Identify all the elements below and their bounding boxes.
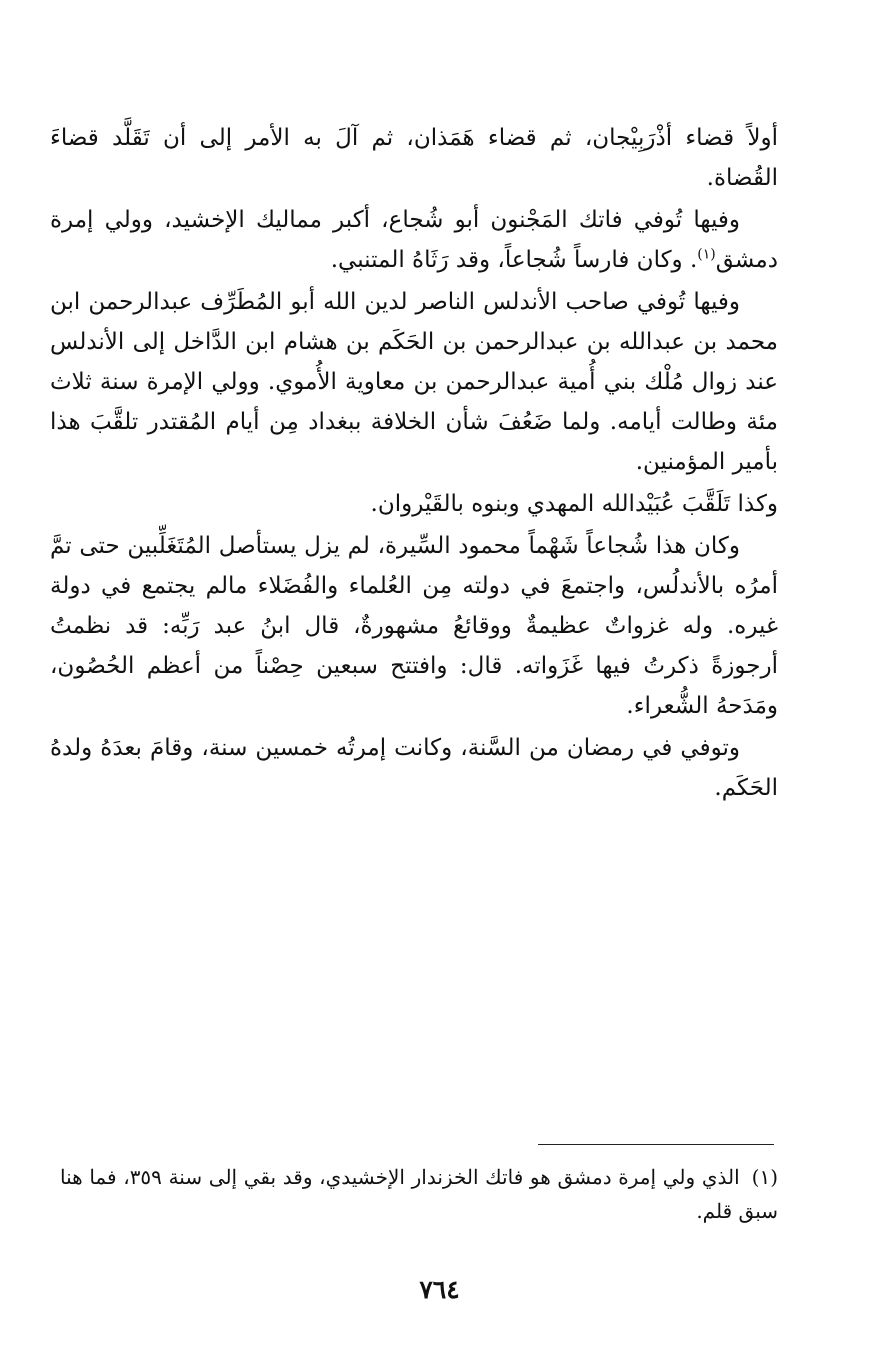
footnote-marker: (١) <box>751 1165 779 1189</box>
paragraph-nasir-andalus: وفيها تُوفي صاحب الأندلس الناصر لدين الله أبو المُطَرِّف عبدالرحمن ابن محمد بن عبدالله بن عبدالرحمن بن الحَكَم بن هشام ابن الدَّاخل إلى الأندلس عند زوال مُلْك بني أُمية عبدالرحمن بن معاوية الأُموي. وولي الإمرة سنة ثلاث مئة وطالت أيامه. ولما ضَعُفَ شأن الخلافة ببغداد مِن أيام المُقتدر تلقَّبَ هذا بأمير المؤمنين. <box>50 289 778 475</box>
paragraph-azerbaijan-judgeship: أولاً قضاء أذْرَبِيْجان، ثم قضاء هَمَذان، ثم آلَ به الأمر إلى أن تَقَلَّد قضاءَ القُضاة. <box>50 125 778 191</box>
footnote-text: الذي ولي إمرة دمشق هو فاتك الخزندار الإخشيدي، وقد بقي إلى سنة ٣٥٩، فما هنا سبق قلم. <box>60 1165 778 1223</box>
paragraph-fatik-text-end: . وكان فارساً شُجاعاً، وقد رَثَاهُ المتنبي. <box>330 247 698 273</box>
footnote-divider <box>538 1144 774 1145</box>
paragraph-nasir-character: وكان هذا شُجاعاً شَهْماً محمود السِّيرة، لم يزل يستأصل المُتَغَلِّبين حتى تمَّ أمرُه بالأندلُس، واجتمعَ في دولته مِن العُلماء والفُضَلاء مالم يجتمع في دولة غيره. وله غزواتٌ عظيمةٌ ووقائعُ مشهورةٌ، قال ابنُ عبد رَبِّه: قد نظمتُ أرجوزةً ذكرتُ فيها غَزَواته. قال: وافتتح سبعين حِصْناً من أعظم الحُصُون، ومَدَحهُ الشُّعراء. <box>50 533 778 719</box>
main-text-block <box>50 118 778 810</box>
paragraph-fatik-death <box>50 200 778 280</box>
paragraph-nasir-death: وتوفي في رمضان من السَّنة، وكانت إمرتُه خمسين سنة، وقامَ بعدَهُ ولدهُ الحَكَم. <box>50 735 778 801</box>
paragraph-ubaydallah-title: وكذا تَلَقَّبَ عُبَيْدالله المهدي وبنوه بالقَيْروان. <box>370 491 778 517</box>
footnote <box>60 1160 778 1228</box>
page-number: ٧٦٤ <box>419 1275 460 1304</box>
paragraph-fatik-text-start: وفيها تُوفي فاتك المَجْنون أبو شُجاع، أكبر مماليك الإخشيد، وولي إمرة دمشق <box>50 207 778 273</box>
footnote-reference[interactable]: (١) <box>697 246 716 263</box>
